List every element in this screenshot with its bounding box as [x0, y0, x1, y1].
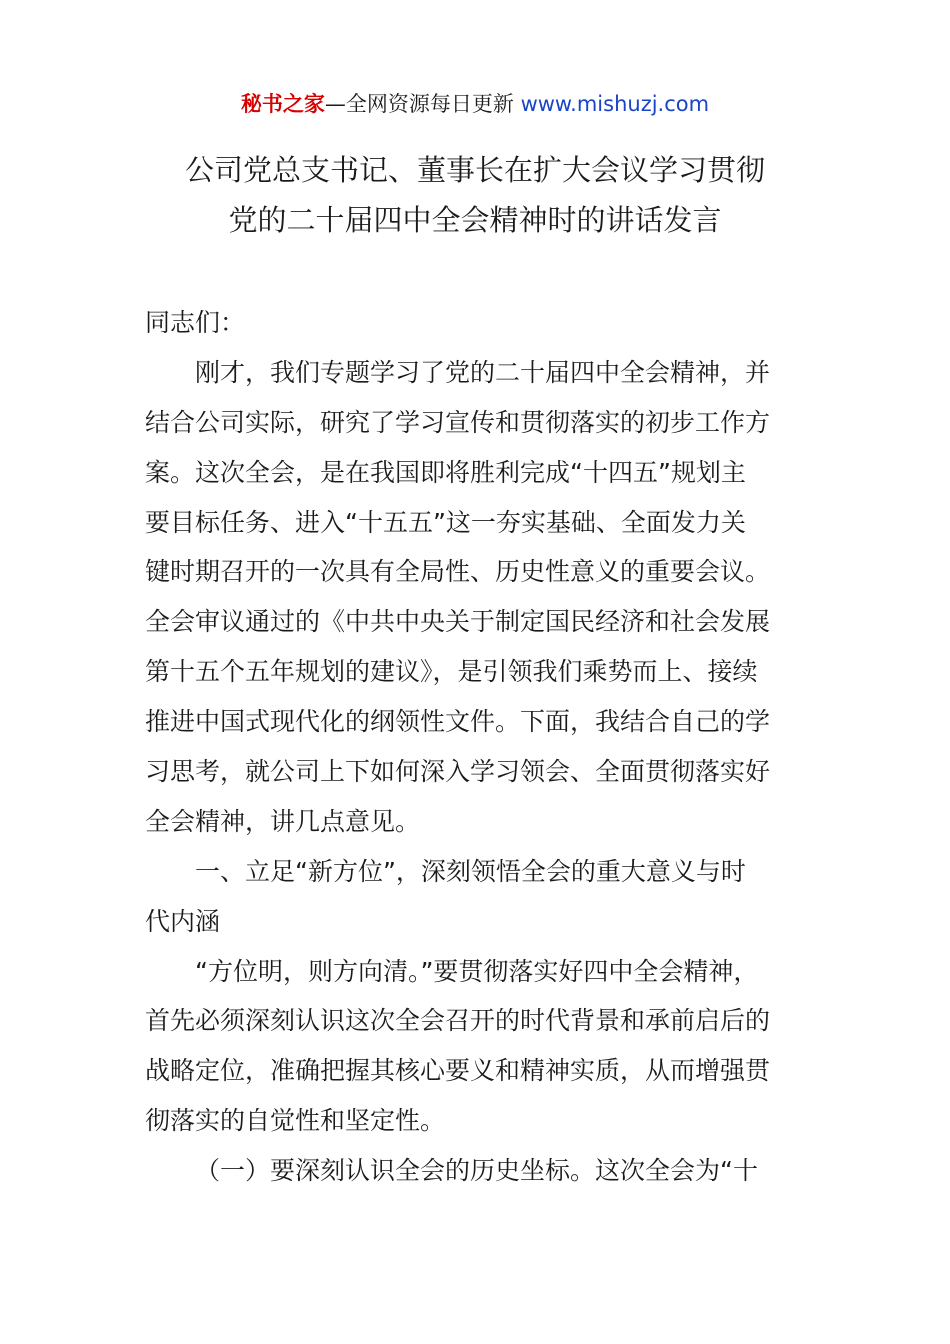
- section-heading-line: 代内涵: [145, 906, 221, 936]
- site-url-link[interactable]: www.mishuzj.com: [520, 92, 710, 116]
- paragraph-line: 首先必须深刻认识这次全会召开的时代背景和承前启后的: [145, 1006, 771, 1036]
- paragraph-line: 要目标任务、进入“十五五”这一夯实基础、全面发力关: [145, 507, 746, 537]
- paragraph-line: 全会精神，讲几点意见。: [145, 806, 421, 836]
- paragraph-line: 习思考，就公司上下如何深入学习领会、全面贯彻落实好: [145, 757, 771, 787]
- paragraph-line: 战略定位，准确把握其核心要义和精神实质，从而增强贯: [145, 1056, 771, 1086]
- salutation: 同志们：: [145, 308, 246, 337]
- paragraph-line: 彻落实的自觉性和坚定性。: [145, 1106, 446, 1136]
- document-body: [145, 298, 810, 1196]
- paragraph-line: 全会审议通过的《中共中央关于制定国民经济和社会发展: [145, 607, 771, 637]
- paragraph-line: 键时期召开的一次具有全局性、历史性意义的重要会议。: [145, 557, 771, 587]
- site-header: [0, 86, 950, 122]
- paragraph-line: “方位明，则方向清。”要贯彻落实好四中全会精神，: [195, 956, 759, 986]
- paragraph-line: 结合公司实际，研究了学习宣传和贯彻落实的初步工作方: [145, 407, 771, 437]
- site-tagline: —全网资源每日更新: [324, 92, 521, 116]
- title-line-2: 党的二十届四中全会精神时的讲话发言: [228, 203, 722, 237]
- paragraph-line: 第十五个五年规划的建议》，是引领我们乘势而上、接续: [145, 657, 758, 687]
- section-heading-line: 一、立足“新方位”，深刻领悟全会的重大意义与时: [195, 856, 746, 886]
- title-line-1: 公司党总支书记、董事长在扩大会议学习贯彻: [184, 153, 765, 187]
- subsection-line: （一）要深刻认识全会的历史坐标。这次全会为“十: [195, 1156, 758, 1186]
- paragraph-line: 刚才，我们专题学习了党的二十届四中全会精神，并: [195, 357, 771, 387]
- document-title: [60, 145, 890, 245]
- paragraph-line: 推进中国式现代化的纲领性文件。下面，我结合自己的学: [145, 707, 771, 737]
- site-brand: 秘书之家: [240, 92, 325, 116]
- paragraph-line: 案。这次全会，是在我国即将胜利完成“十四五”规划主: [145, 457, 746, 487]
